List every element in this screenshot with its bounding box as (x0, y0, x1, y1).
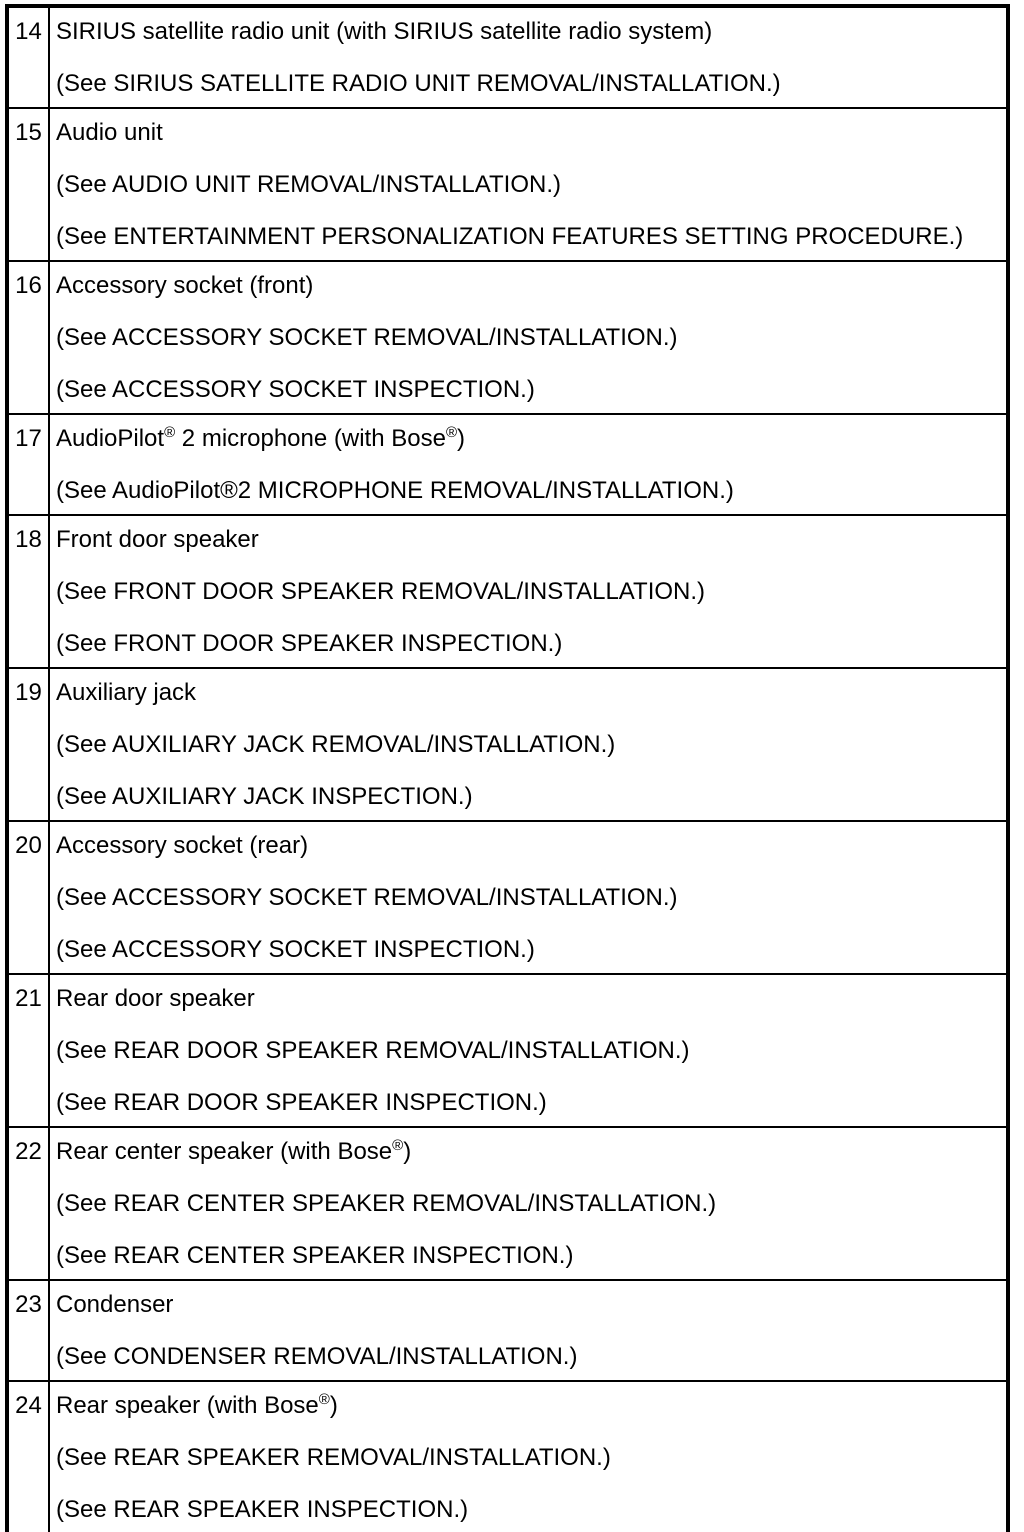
row-number: 17 (7, 414, 49, 515)
table-row (7, 108, 1008, 261)
part-name-line: Condenser (56, 1291, 174, 1318)
parts-location-index-table (5, 4, 1010, 1532)
part-name-line: Rear door speaker (56, 985, 255, 1012)
see-reference-line: (See REAR SPEAKER REMOVAL/INSTALLATION.) (56, 1444, 611, 1471)
row-number: 16 (7, 261, 49, 414)
registered-trademark-symbol: ® (318, 1391, 330, 1408)
row-description (49, 6, 1008, 108)
see-reference-line: (See REAR DOOR SPEAKER REMOVAL/INSTALLATION.) (56, 1037, 690, 1064)
table-row (7, 1127, 1008, 1280)
row-number: 18 (7, 515, 49, 668)
see-reference-line: (See ACCESSORY SOCKET INSPECTION.) (56, 376, 535, 403)
see-reference-line: (See AUDIO UNIT REMOVAL/INSTALLATION.) (56, 171, 561, 198)
table-row (7, 668, 1008, 821)
row-number: 24 (7, 1381, 49, 1532)
see-reference-line: (See FRONT DOOR SPEAKER REMOVAL/INSTALLATION.) (56, 578, 706, 605)
row-description (49, 1381, 1008, 1532)
table-row (7, 821, 1008, 974)
part-name-line: Audio unit (56, 119, 163, 146)
see-reference-line: (See ACCESSORY SOCKET REMOVAL/INSTALLATION.) (56, 324, 678, 351)
row-description (49, 261, 1008, 414)
see-reference-line: (See CONDENSER REMOVAL/INSTALLATION.) (56, 1343, 578, 1370)
part-name-line: Front door speaker (56, 526, 259, 553)
see-reference-line: (See AUXILIARY JACK INSPECTION.) (56, 783, 473, 810)
row-description (49, 974, 1008, 1127)
table-row (7, 414, 1008, 515)
row-description (49, 821, 1008, 974)
part-name-line: Auxiliary jack (56, 679, 197, 706)
table-row (7, 974, 1008, 1127)
row-number: 20 (7, 821, 49, 974)
part-name-line: AudioPilot® 2 microphone (with Bose®) (56, 424, 465, 452)
table-row (7, 261, 1008, 414)
row-description (49, 1280, 1008, 1381)
parts-table-body (7, 6, 1008, 1532)
see-reference-line: (See AUXILIARY JACK REMOVAL/INSTALLATION.) (56, 731, 616, 758)
registered-trademark-symbol: ® (164, 424, 176, 441)
row-description (49, 414, 1008, 515)
part-name-line: Accessory socket (front) (56, 272, 314, 299)
see-reference-line: (See SIRIUS SATELLITE RADIO UNIT REMOVAL/INSTALLATION.) (56, 70, 781, 97)
row-number: 19 (7, 668, 49, 821)
registered-trademark-symbol: ® (392, 1137, 404, 1154)
see-reference-line: (See ACCESSORY SOCKET INSPECTION.) (56, 936, 535, 963)
part-name-line: Rear speaker (with Bose®) (56, 1391, 338, 1419)
row-number: 22 (7, 1127, 49, 1280)
see-reference-line: (See REAR CENTER SPEAKER REMOVAL/INSTALLATION.) (56, 1190, 717, 1217)
table-row (7, 1381, 1008, 1532)
row-number: 23 (7, 1280, 49, 1381)
see-reference-line: (See FRONT DOOR SPEAKER INSPECTION.) (56, 630, 563, 657)
registered-trademark-symbol: ® (445, 424, 457, 441)
table-row (7, 1280, 1008, 1381)
part-name-line: Rear center speaker (with Bose®) (56, 1137, 412, 1165)
see-reference-line: (See REAR SPEAKER INSPECTION.) (56, 1496, 469, 1523)
part-name-line: SIRIUS satellite radio unit (with SIRIUS satellite radio system) (56, 18, 713, 45)
row-description (49, 108, 1008, 261)
row-number: 14 (7, 6, 49, 108)
see-reference-line: (See ENTERTAINMENT PERSONALIZATION FEATURES SETTING PROCEDURE.) (56, 223, 964, 250)
part-name-line: Accessory socket (rear) (56, 832, 309, 859)
see-reference-line: (See REAR CENTER SPEAKER INSPECTION.) (56, 1242, 574, 1269)
see-reference-line: (See ACCESSORY SOCKET REMOVAL/INSTALLATION.) (56, 884, 678, 911)
table-row (7, 515, 1008, 668)
row-description (49, 1127, 1008, 1280)
see-reference-line: (See REAR DOOR SPEAKER INSPECTION.) (56, 1089, 547, 1116)
see-reference-line: (See AudioPilot®2 MICROPHONE REMOVAL/INSTALLATION.) (56, 477, 734, 504)
table-row (7, 6, 1008, 108)
row-description (49, 668, 1008, 821)
row-description (49, 515, 1008, 668)
row-number: 15 (7, 108, 49, 261)
row-number: 21 (7, 974, 49, 1127)
